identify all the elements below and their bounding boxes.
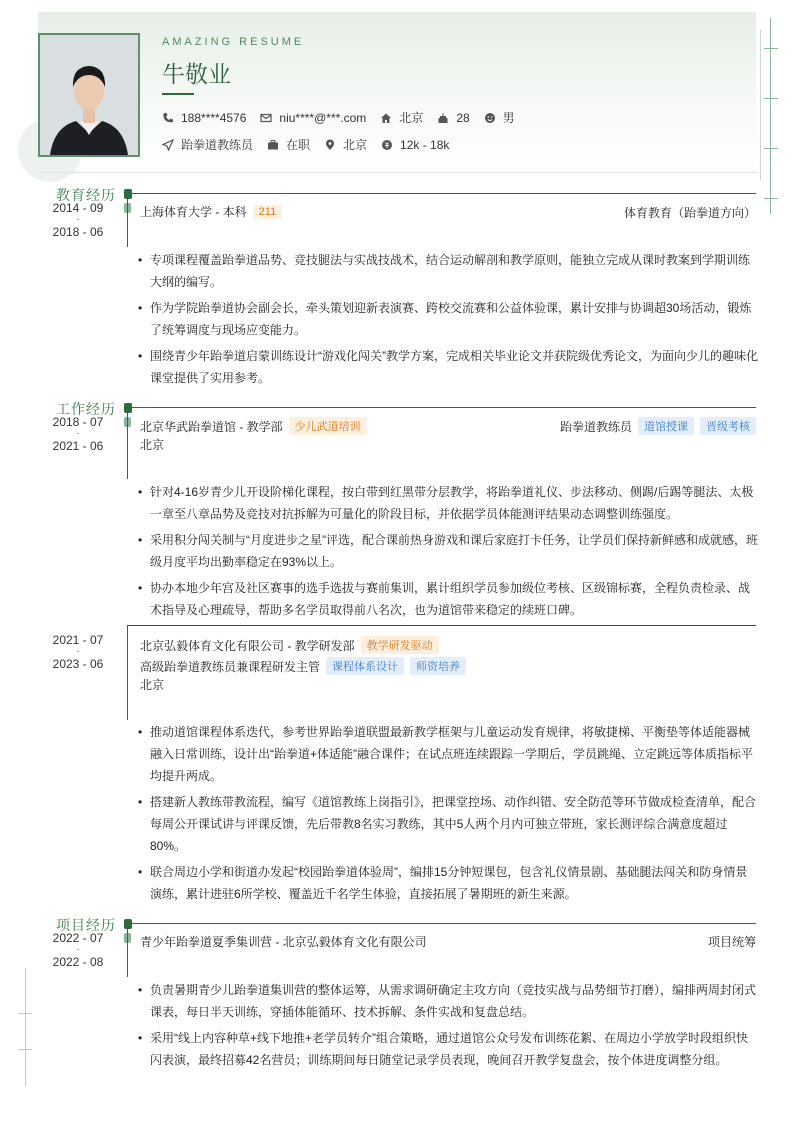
company-tag: 少儿武道培训 bbox=[289, 417, 367, 435]
section-line bbox=[126, 193, 756, 194]
company-name: 北京华武跆拳道馆 - 教学部 bbox=[140, 419, 283, 434]
date-dash: - bbox=[76, 944, 80, 954]
profile-photo bbox=[38, 33, 140, 157]
date-dash: - bbox=[76, 214, 80, 224]
decorative-line bbox=[760, 30, 761, 180]
mail-icon bbox=[260, 112, 272, 124]
status-text: 在职 bbox=[286, 138, 311, 152]
work2-company bbox=[140, 636, 439, 654]
name-underline bbox=[162, 93, 194, 95]
proj-end-date: 2022 - 08 bbox=[52, 955, 104, 969]
role-tag: 晋级考核 bbox=[700, 417, 756, 435]
entry-divider bbox=[127, 625, 756, 626]
work1-bullets bbox=[138, 481, 758, 625]
job-intent-row bbox=[162, 136, 463, 153]
edu-school bbox=[140, 203, 282, 220]
work1-company bbox=[140, 417, 367, 435]
company-tag: 教学研发驱动 bbox=[361, 636, 439, 654]
salary-icon bbox=[381, 139, 393, 151]
role-tag: 道馆授课 bbox=[638, 417, 694, 435]
list-item: • 联合周边小学和街道办发起“校园跆拳道体验周”，编排15分钟短课包，包含礼仪情景剧、基础腿法闯关和防身情景演练，累计进驻6所学校、覆盖近千名学生体验，直接拓展了暑期班的新生来源。 bbox=[138, 861, 758, 905]
resume-eyebrow: AMAZING RESUME bbox=[162, 36, 305, 48]
list-item: • 负责暑期青少儿跆拳道集训营的整体运筹，从需求调研确定主攻方向（竞技实战与品势细节打磨），编排两周封闭式课表，每日半天训练，穿插体能循环、技术拆解、条件实战和复盘总结。 bbox=[138, 979, 758, 1023]
person-portrait-icon bbox=[40, 35, 138, 155]
work2-city: 北京 bbox=[140, 678, 165, 692]
date-dash: - bbox=[76, 428, 80, 438]
phone-text: 188****4576 bbox=[181, 110, 247, 125]
proj-role: 项目统筹 bbox=[707, 935, 756, 949]
decorative-tick bbox=[764, 198, 778, 199]
decorative-tick bbox=[764, 148, 778, 149]
work2-role bbox=[140, 657, 466, 675]
school-name: 上海体育大学 - 本科 bbox=[140, 205, 247, 219]
briefcase-icon bbox=[267, 139, 279, 151]
work2-start-date: 2021 - 07 bbox=[52, 633, 104, 647]
company-name: 北京弘毅体育文化有限公司 - 教学研发部 bbox=[140, 638, 355, 653]
section-title-projects: 项目经历 bbox=[56, 917, 116, 933]
work1-end-date: 2021 - 06 bbox=[52, 439, 104, 453]
list-item: • 围绕青少年跆拳道启蒙训练设计“游戏化闯关”教学方案，完成相关毕业论文并获院级优秀论文，为面向少儿的趣味化课堂提供了实用参考。 bbox=[138, 345, 758, 389]
list-item: • 协办本地少年宫及社区赛事的选手选拔与赛前集训，累计组织学员参加级位考核、区级锦标赛，全程负责检录、战术指导及心理疏导，帮助多名学员取得前八名次，也为道馆带来稳定的续班口碑。 bbox=[138, 577, 758, 621]
target-role-text: 跆拳道教练员 bbox=[181, 138, 254, 152]
list-item: • 推动道馆课程体系迭代，参考世界跆拳道联盟最新教学框架与儿童运动发育规律，将敏捷梯、平衡垫等体适能器械融入日常训练，设计出“跆拳道+体适能”融合课件；在试点班连续跟踪一学期后，学员跳绳、立定跳远等体质指标平均提升两成。 bbox=[138, 721, 758, 787]
age-text: 28 bbox=[456, 110, 470, 125]
target-city-text: 北京 bbox=[343, 138, 368, 152]
candidate-name: 牛敬业 bbox=[162, 61, 231, 87]
section-marker bbox=[124, 919, 132, 929]
work1-role bbox=[560, 417, 756, 435]
location-icon bbox=[324, 139, 336, 151]
home-city-text: 北京 bbox=[399, 111, 424, 125]
info-target-role bbox=[162, 136, 253, 153]
list-item: • 作为学院跆拳道协会副会长，牵头策划迎新表演赛、跨校交流赛和公益体验课，累计安排与协调超30场活动，锻炼了统筹调度与现场应变能力。 bbox=[138, 297, 758, 341]
proj-start-date: 2022 - 07 bbox=[52, 931, 104, 945]
decorative-tick bbox=[18, 1049, 32, 1050]
role-name: 跆拳道教练员 bbox=[559, 419, 632, 434]
edu-end-date: 2018 - 06 bbox=[52, 225, 104, 239]
work2-bullets bbox=[138, 721, 758, 909]
list-item: • 采用“线上内容种草+线下地推+老学员转介”组合策略，通过道馆公众号发布训练花絮、在周边小学放学时段组织快闪表演，最终招募42名营员；训练期间每日随堂记录学员表现，晚间召开教学复盘会，按个体进度调整分组。 bbox=[138, 1027, 758, 1071]
date-dash: - bbox=[76, 646, 80, 656]
section-marker bbox=[124, 189, 132, 199]
section-line bbox=[126, 923, 756, 924]
decorative-tick bbox=[764, 98, 778, 99]
list-item: • 采用积分闯关制与“月度进步之星”评选，配合课前热身游戏和课后家庭打卡任务，让学员们保持新鲜感和成就感，班级月度平均出勤率稳定在93%以上。 bbox=[138, 529, 758, 573]
phone-icon bbox=[162, 112, 174, 124]
edu-bullets bbox=[138, 249, 758, 393]
work1-start-date: 2018 - 07 bbox=[52, 415, 104, 429]
info-age bbox=[437, 111, 469, 125]
info-salary bbox=[381, 138, 449, 152]
send-icon bbox=[162, 139, 174, 151]
list-item: • 针对4-16岁青少儿开设阶梯化课程，按白带到红黑带分层教学，将跆拳道礼仪、步法移动、侧踢/后踢等腿法、太极一章至八章品势及竞技对抗拆解为可量化的阶段目标，并依据学员体能测评结果动态调整训练强度。 bbox=[138, 481, 758, 525]
role-tag: 师资培养 bbox=[410, 657, 466, 675]
list-item: • 专项课程覆盖跆拳道品势、竞技腿法与实战技战术，结合运动解剖和教学原则，能独立完成从课时教案到学期训练大纲的编写。 bbox=[138, 249, 758, 293]
section-title-work: 工作经历 bbox=[56, 401, 116, 417]
edu-major: 体育教育（跆拳道方向） bbox=[623, 206, 756, 220]
work1-city: 北京 bbox=[140, 438, 165, 452]
home-icon bbox=[380, 112, 392, 124]
decorative-tick bbox=[764, 48, 778, 49]
gender-text: 男 bbox=[502, 111, 515, 125]
info-home bbox=[380, 109, 423, 126]
section-marker bbox=[124, 403, 132, 413]
info-status bbox=[267, 136, 310, 153]
timeline-line bbox=[127, 413, 128, 479]
salary-text: 12k - 18k bbox=[400, 137, 450, 152]
work2-end-date: 2023 - 06 bbox=[52, 657, 104, 671]
decorative-tick bbox=[18, 1013, 32, 1014]
section-line bbox=[126, 407, 756, 408]
decorative-line bbox=[25, 968, 26, 1086]
header-divider bbox=[38, 172, 756, 173]
proj-bullets bbox=[138, 979, 758, 1075]
section-title-education: 教育经历 bbox=[56, 187, 116, 203]
timeline-line bbox=[127, 929, 128, 977]
email-text: niu****@***.com bbox=[279, 110, 367, 125]
timeline-line bbox=[127, 625, 128, 720]
role-tag: 课程体系设计 bbox=[326, 657, 404, 675]
info-phone bbox=[162, 111, 246, 125]
school-tag: 211 bbox=[253, 205, 283, 219]
role-name: 高级跆拳道教练员兼课程研发主管 bbox=[140, 659, 321, 674]
info-email bbox=[260, 111, 366, 125]
timeline-line bbox=[127, 199, 128, 247]
proj-name: 青少年跆拳道夏季集训营 - 北京弘毅体育文化有限公司 bbox=[140, 935, 427, 949]
edu-start-date: 2014 - 09 bbox=[52, 201, 104, 215]
cake-icon bbox=[437, 112, 449, 124]
info-target-city bbox=[324, 136, 367, 153]
gender-icon bbox=[484, 112, 496, 124]
list-item: • 搭建新人教练带教流程，编写《道馆教练上岗指引》，把课堂控场、动作纠错、安全防范等环节做成检查清单，配合每周公开课试讲与评课反馈，先后带教8名实习教练，其中5人两个月内可独立带班，家长测评综合满意度超过80%。 bbox=[138, 791, 758, 857]
info-gender bbox=[484, 109, 515, 126]
contact-row bbox=[162, 109, 529, 126]
